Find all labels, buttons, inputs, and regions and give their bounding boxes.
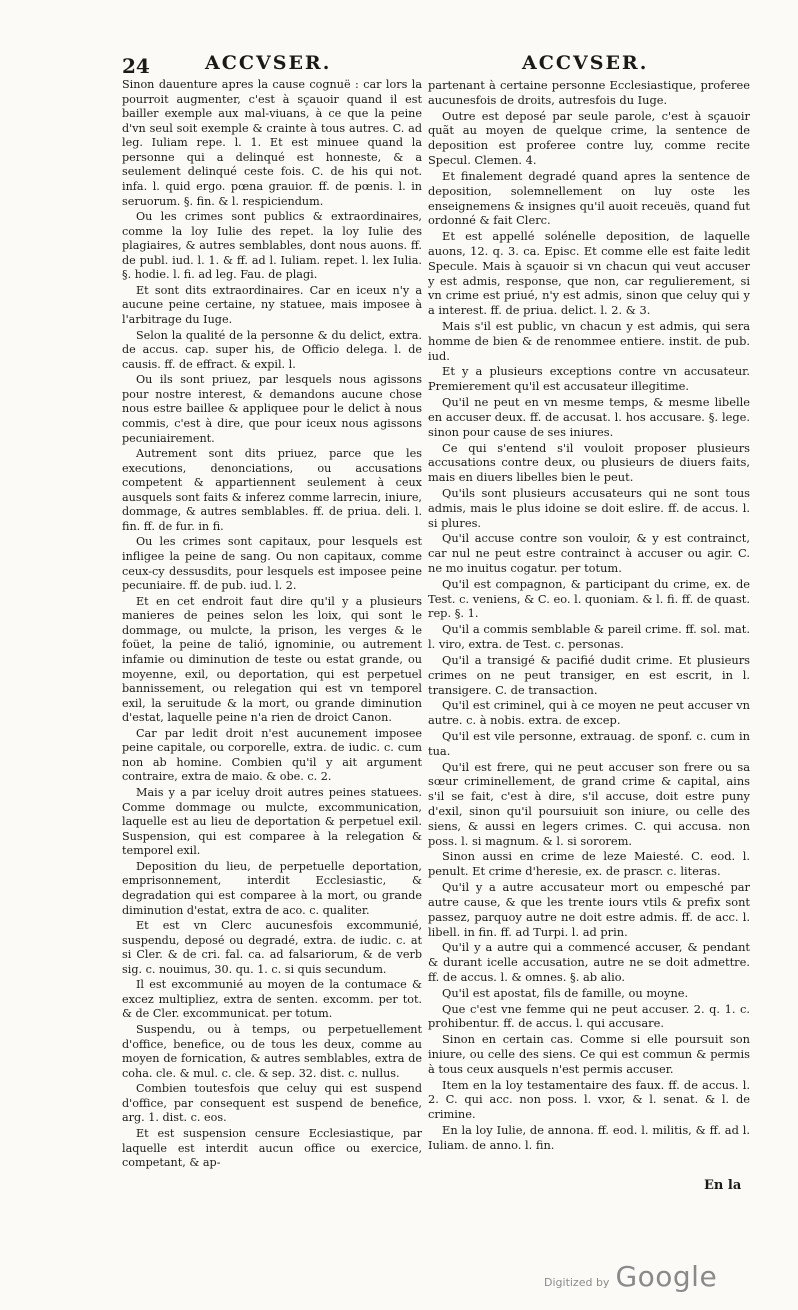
right-column (428, 78, 750, 1154)
paragraph: Et est vn Clerc aucunesfois excommunié, suspendu, deposé ou degradé, extra. de iudic. c. at si Cler. & de cri. fal. ca. ad falsariorum, & de verb sig. c. nouimus, 30. qu. 1. c. si quis secundum. (122, 919, 422, 976)
paragraph: Ce qui s'entend s'il vouloit proposer plusieurs accusations contre deux, ou plusieurs de diuers faits, mais en diuers libelles bien le peut. (428, 440, 750, 485)
paragraph: Ou les crimes sont publics & extraordinaires, comme la loy Iulie des repet. la loy Iulie des plagiaires, & autres semblables, dont nous auons. ff. de publ. iud. l. 1. & ff. ad l. Iuliam. repet. l. lex Iulia. §. hodie. l. fi. ad leg. Fau. de plagi. (122, 210, 422, 282)
paragraph: Qu'il est frere, qui ne peut accuser son frere ou sa sœur criminellement, de grand crime & capital, ains s'il se fait, c'est à dire, s'il accuse, doit estre puny d'exil, sinon qu'il poursuiuit son iniure, ou celle des siens, & aussi en legers crimes. C. qui accusa. non poss. l. si magnum. & l. si sororem. (428, 759, 750, 848)
paragraph: Il est excommunié au moyen de la contumace & excez multipliez, extra de senten. excomm. per tot. & de Cler. excommunicat. per totum. (122, 978, 422, 1021)
paragraph: Qu'il est vile personne, extrauag. de sponf. c. cum in tua. (428, 728, 750, 758)
paragraph: Sinon dauenture apres la cause cognuë : car lors la pourroit augmenter, c'est à sçauoir quand il est bailler exemple aux mal-viuans, à ce que la peine d'vn seul soit exemple & crainte à tous autres. C. ad leg. Iuliam repe. l. 1. Et est minuee quand la personne qui a delinqué est honneste, & a seulement delinqué ceste fois. C. de his qui not. infa. l. quid ergo. pœna grauior. ff. de pœnis. l. in seruorum. §. fin. & l. respiciendum. (122, 78, 422, 208)
paragraph: Et y a plusieurs exceptions contre vn accusateur. Premierement qu'il est accusateur illegitime. (428, 364, 750, 394)
paragraph: Et en cet endroit faut dire qu'il y a plusieurs manieres de peines selon les loix, qui sont le dommage, ou mulcte, la prison, les verges & le foüet, la peine de talió, ignominie, ou autrement infamie ou diminution de teste ou estat grande, ou moyenne, exil, ou deportation, qui est perpetuel bannissement, ou relegation qui est vn temporel exil, la seruitude & la mort, ou grande diminution d'estat, laquelle peine n'a rien de droict Canon. (122, 594, 422, 725)
paragraph: Qu'il est compagnon, & participant du crime, ex. de Test. c. veniens, & C. eo. l. quoniam. & l. fi. ff. de quast. rep. §. 1. (428, 576, 750, 621)
paragraph: Autrement sont dits priuez, parce que les executions, denonciations, ou accusations competent & appartiennent seulement à ceux ausquels sont faits & inferez comme larrecin, iniure, dommage, & autres semblables. ff. de priua. deli. l. fin. ff. de fur. in fi. (122, 447, 422, 533)
paragraph: Car par ledit droit n'est aucunement imposee peine capitale, ou corporelle, extra. de iudic. c. cum non ab homine. Combien qu'il y ait argument contraire, extra de maio. & obe. c. 2. (122, 726, 422, 784)
paragraph: Sinon aussi en crime de leze Maiesté. C. eod. l. penult. Et crime d'heresie, ex. de prascr. c. literas. (428, 849, 750, 879)
paragraph: Qu'il accuse contre son vouloir, & y est contrainct, car nul ne peut estre contrainct à accuser ou agir. C. ne mo inuitus cogatur. per totum. (428, 531, 750, 575)
left-column (122, 78, 422, 1172)
paragraph: Qu'il y a autre accusateur mort ou empesché par autre cause, & que les trente iours vtils & prefix sont passez, parquoy autre ne doit estre admis. ff. de acc. l. libell. in fin. ff. ad Turpi. l. ad prin. (428, 880, 750, 939)
paragraph: Et finalement degradé quand apres la sentence de deposition, solemnellement on luy oste les enseignemens & insignes qu'il auoit receuës, quand fut ordonné & fait Clerc. (428, 168, 750, 228)
right-running-head: ACCVSER. (522, 52, 649, 74)
paragraph: Combien toutesfois que celuy qui est suspend d'office, par consequent est suspend de benefice, arg. 1. dist. c. eos. (122, 1082, 422, 1125)
stamp-prefix: Digitized by (544, 1276, 610, 1289)
paragraph: Qu'il y a autre qui a commencé accuser, & pendant & durant icelle accusation, autre ne se doit admettre. ff. de accus. l. & omnes. §. ab alio. (428, 940, 750, 984)
paragraph: Suspendu, ou à temps, ou perpetuellement d'office, benefice, ou de tous les deux, comme au moyen de fornication, & autres semblables, extra de coha. cle. & mul. c. cle. & sep. 32. dist. c. nullus. (122, 1023, 422, 1080)
paragraph: Et sont dits extraordinaires. Car en iceux n'y a aucune peine certaine, ny statuee, mais imposee à l'arbitrage du Iuge. (122, 283, 422, 326)
paragraph: Deposition du lieu, de perpetuelle deportation, emprisonnement, interdit Ecclesiastic, & degradation qui est comparee à la mort, ou grande diminution d'estat, extra de aco. c. qualiter. (122, 859, 422, 917)
paragraph: Qu'ils sont plusieurs accusateurs qui ne sont tous admis, mais le plus idoine se doit eslire. ff. de accus. l. si plures. (428, 485, 750, 530)
paragraph: partenant à certaine personne Ecclesiastique, proferee aucunesfois de droits, autresfois du Iuge. (428, 78, 750, 107)
page-number: 24 (122, 54, 150, 78)
paragraph: Mais s'il est public, vn chacun y est admis, qui sera homme de bien & de renommee entiere. instit. de pub. iud. (428, 319, 750, 363)
paragraph: Qu'il ne peut en vn mesme temps, & mesme libelle en accuser deux. ff. de accusat. l. hos accusare. §. lege. sinon pour cause de ses iniures. (428, 395, 750, 439)
digitization-stamp (544, 1260, 717, 1293)
catchword: En la (704, 1178, 742, 1193)
paragraph: Qu'il a commis semblable & pareil crime. ff. sol. mat. l. viro, extra. de Test. c. personas. (428, 622, 750, 652)
paragraph: Que c'est vne femme qui ne peut accuser. 2. q. 1. c. prohibentur. ff. de accus. l. qui accusare. (428, 1001, 750, 1031)
paragraph: Qu'il est apostat, fils de famille, ou moyne. (442, 985, 689, 1000)
google-logo: Google (615, 1260, 718, 1293)
paragraph: Ou les crimes sont capitaux, pour lesquels est infligee la peine de sang. Ou non capitaux, comme ceux-cy dessusdits, pour lesquels est imposee peine pecuniaire. ff. de pub. iud. l. 2. (122, 535, 422, 593)
paragraph: Qu'il est criminel, qui à ce moyen ne peut accuser vn autre. c. à nobis. extra. de excep. (428, 698, 750, 728)
paragraph: En la loy Iulie, de annona. ff. eod. l. militis, & ff. ad l. Iuliam. de anno. l. fin. (428, 1123, 750, 1152)
paragraph: Mais y a par iceluy droit autres peines statuees. Comme dommage ou mulcte, excommunication, laquelle est au lieu de deportation & perpetuel exil. Suspension, qui est comparee à la relegation & temporel exil. (122, 786, 422, 858)
paragraph: Qu'il a transigé & pacifié dudit crime. Et plusieurs crimes on ne peut transiger, en est escrit, in l. transigere. C. de transaction. (428, 652, 750, 697)
paragraph: Item en la loy testamentaire des faux. ff. de accus. l. 2. C. qui acc. non poss. l. vxor, & l. senat. & l. de crimine. (428, 1077, 750, 1122)
paragraph: Sinon en certain cas. Comme si elle poursuit son iniure, ou celle des siens. Ce qui est commun & permis à tous ceux ausquels n'est permis accuser. (428, 1032, 750, 1076)
paragraph: Et est suspension censure Ecclesiastique, par laquelle est interdit aucun office ou exercice, competant, & ap- (122, 1126, 422, 1170)
paragraph: Et est appellé solénelle deposition, de laquelle auons, 12. q. 3. ca. Episc. Et comme elle est faite ledit Specule. Mais à sçauoir si vn chacun qui veut accuser y est admis, response, que non, car regulierement, si vn crime est priué, n'y est admis, sinon que celuy qui y a interest. ff. de priua. delict. l. 2. & 3. (428, 229, 750, 318)
paragraph: Outre est deposé par seule parole, c'est à sçauoir quãt au moyen de quelque crime, la sentence de deposition est proferee contre luy, comme recite Specul. Clemen. 4. (428, 108, 750, 168)
paragraph: Ou ils sont priuez, par lesquels nous agissons pour nostre interest, & demandons aucune chose nous estre baillee & appliquee pour le delict à nous commis, c'est à dire, que pour iceux nous agissons pecuniairement. (122, 373, 422, 445)
left-running-head: ACCVSER. (205, 52, 332, 74)
paragraph: Selon la qualité de la personne & du delict, extra. de accus. cap. super his, de Officio delega. l. de causis. ff. de effract. & expil. l. (122, 328, 422, 371)
